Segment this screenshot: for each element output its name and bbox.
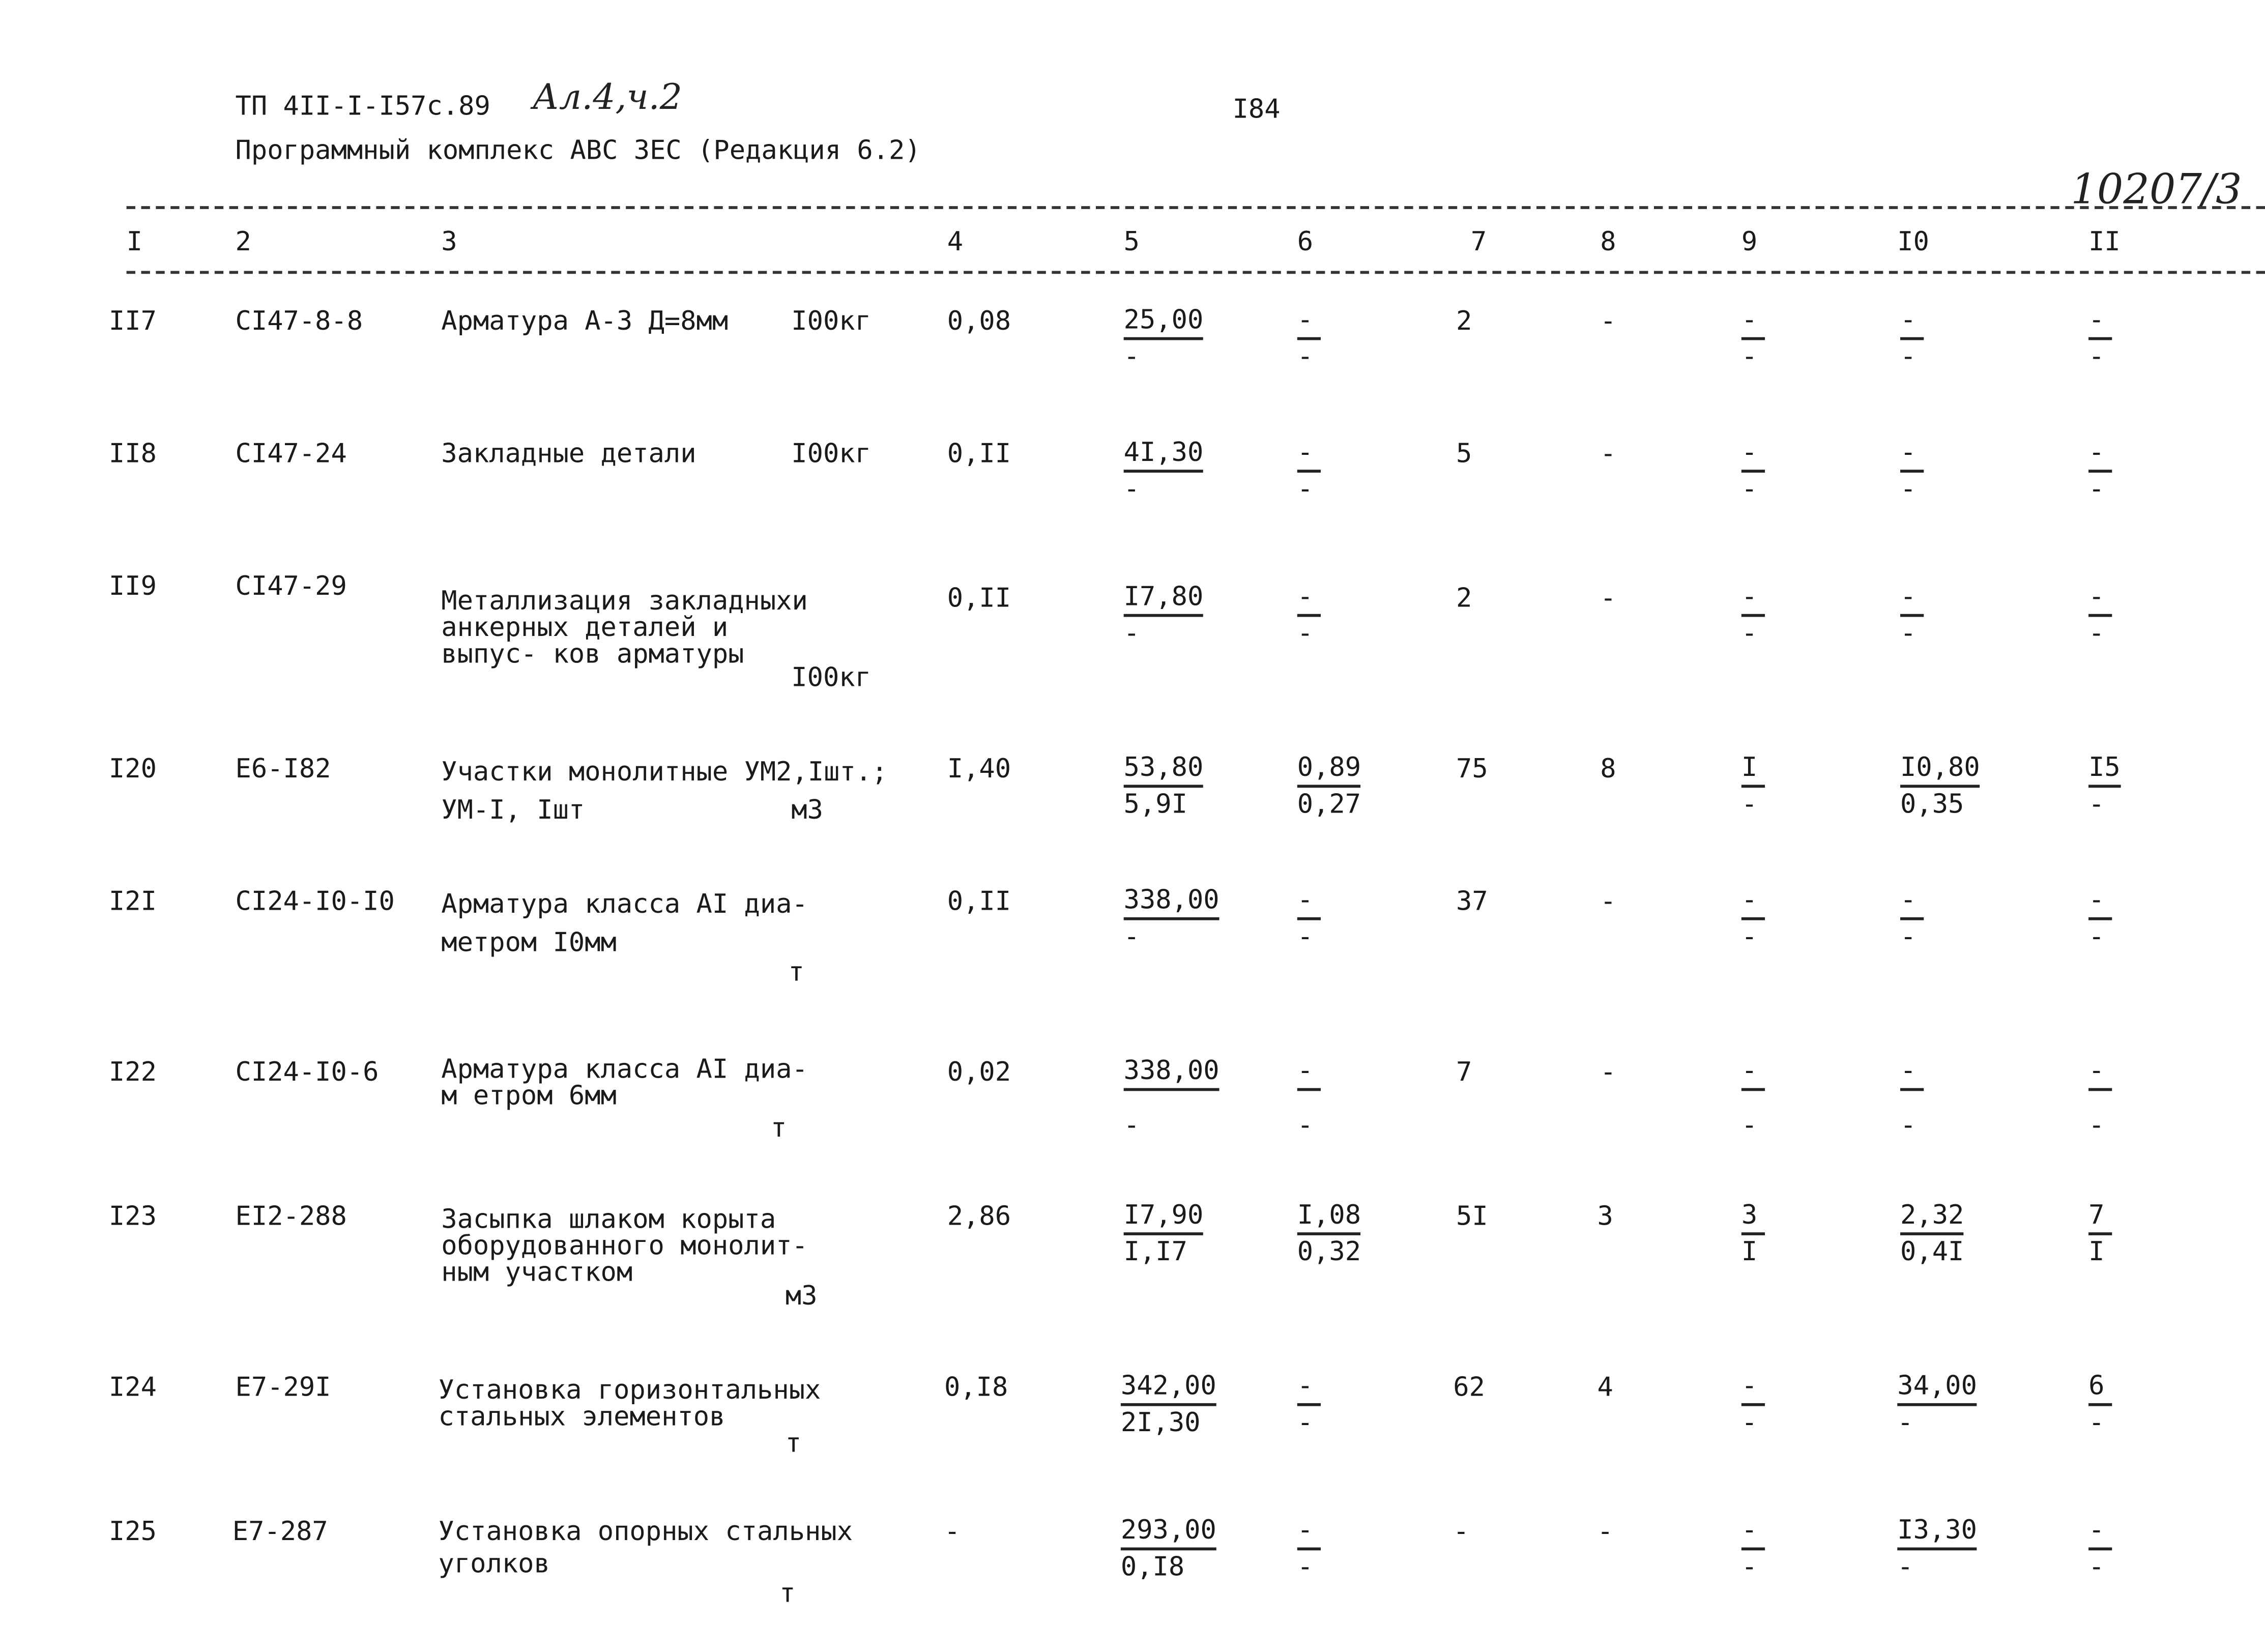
table-header-rule: [127, 271, 2265, 274]
cell-col10: $\frac{2,32}{0,4I}$: [1900, 1200, 1964, 1268]
row-quantity: 0,I8: [944, 1372, 1008, 1403]
cell-col10: - -: [1900, 439, 1924, 508]
row-number: II8: [108, 439, 157, 470]
row-unit: I00кг: [791, 306, 871, 337]
row-code: Е6-I82: [235, 753, 331, 785]
cell-col9: - -: [1741, 439, 1765, 508]
cell-col7: -: [1453, 1516, 1469, 1548]
cell-col5: 25,00 -: [1123, 305, 1204, 373]
cell-col5: I7,80 -: [1123, 582, 1204, 650]
row-description: Арматура класса АI диа- м етром 6мм: [441, 1054, 808, 1112]
cell-col11: - -: [2088, 583, 2112, 652]
column-header-6: 6: [1297, 226, 1314, 258]
column-header-5: 5: [1123, 226, 1140, 258]
row-description: Арматура А-3 Д=8мм: [441, 306, 729, 337]
cell-col7: 5: [1456, 439, 1472, 470]
row-description: Закладные детали: [441, 439, 696, 470]
row-number: I23: [108, 1201, 157, 1233]
cell-col10: $\frac{I0,80}{0,35}$: [1900, 752, 1980, 820]
cell-col9: - -: [1741, 886, 1765, 955]
row-code: СI24-I0-I0: [235, 886, 395, 917]
cell-col11: - -: [2088, 439, 2112, 508]
column-header-7: 7: [1470, 226, 1487, 258]
row-description: Засыпка шлаком корыта оборудованного монолит- ным участком: [441, 1204, 808, 1289]
cell-col7: 2: [1456, 306, 1472, 337]
page-number: I84: [1232, 94, 1281, 125]
cell-col8: -: [1600, 886, 1616, 917]
cell-col6: - -: [1297, 583, 1321, 652]
cell-col9: - -: [1741, 1517, 1765, 1586]
cell-col10: 34,00 -: [1897, 1371, 1977, 1439]
column-header-11: II: [2088, 226, 2121, 258]
row-quantity: 0,II: [947, 439, 1011, 470]
row-code: СI47-24: [235, 439, 347, 470]
row-number: I24: [108, 1372, 157, 1403]
row-number: I25: [108, 1516, 157, 1548]
cell-col8: 8: [1600, 753, 1616, 785]
row-quantity: 0,II: [947, 886, 1011, 917]
cell-col7: 75: [1456, 753, 1488, 785]
cell-col9: - -: [1741, 306, 1765, 375]
row-description: Установка горизонтальных стальных элементов: [438, 1375, 821, 1433]
cell-col11: - -: [2088, 1057, 2112, 1144]
cell-col11: - -: [2088, 1517, 2112, 1586]
cell-col5: 4I,30 -: [1123, 437, 1204, 505]
row-description: Участки монолитные УМ2,Iшт.; УМ-I, Iшт: [441, 757, 888, 826]
cell-col10: I3,30 -: [1897, 1515, 1977, 1583]
row-code: ЕI2-288: [235, 1201, 347, 1233]
cell-col8: -: [1600, 1057, 1616, 1088]
row-description: Металлизация закладныхи анкерных деталей и выпус- ков арматуры: [441, 586, 808, 670]
row-code: СI24-I0-6: [235, 1057, 379, 1088]
cell-col6: - -: [1297, 1372, 1321, 1441]
program-title: Программный комплекс АВС 3ЕС (Редакция 6.2): [235, 135, 921, 167]
column-header-2: 2: [235, 226, 251, 258]
row-unit: м3: [785, 1281, 818, 1312]
cell-col6: - -: [1297, 1057, 1321, 1144]
table-top-rule: [127, 206, 2265, 209]
cell-col11: 6 -: [2088, 1372, 2112, 1441]
handwritten-annotation: Ал.4,ч.2: [532, 76, 682, 118]
column-header-8: 8: [1600, 226, 1616, 258]
cell-col7: 2: [1456, 583, 1472, 614]
row-code: СI47-29: [235, 571, 347, 602]
row-number: I20: [108, 753, 157, 785]
row-quantity: 0,08: [947, 306, 1011, 337]
document-code: ТП 4II-I-I57с.89: [235, 91, 490, 123]
cell-col9: $\frac{3}{I}$: [1741, 1201, 1765, 1270]
cell-col5: $\frac{I7,90}{I,I7}$: [1123, 1200, 1204, 1268]
row-code: Е7-29I: [235, 1372, 331, 1403]
cell-col10: - -: [1900, 306, 1924, 375]
cell-col5: 338,00 -: [1123, 885, 1219, 953]
row-number: I22: [108, 1057, 157, 1088]
cell-col8: -: [1597, 1516, 1613, 1548]
cell-col8: -: [1600, 583, 1616, 614]
row-description: Установка опорных стальных уголков: [438, 1516, 853, 1580]
column-header-10: I0: [1897, 226, 1929, 258]
row-unit: м3: [791, 795, 824, 826]
cell-col7: 7: [1456, 1057, 1472, 1088]
row-code: СI47-8-8: [235, 306, 363, 337]
column-header-9: 9: [1741, 226, 1758, 258]
cell-col7: 62: [1453, 1372, 1485, 1403]
cell-col9: - -: [1741, 583, 1765, 652]
column-header-4: 4: [947, 226, 964, 258]
row-quantity: 0,02: [947, 1057, 1011, 1088]
row-quantity: -: [944, 1516, 961, 1548]
cell-col7: 37: [1456, 886, 1488, 917]
row-description: Арматура класса АI диа- метром I0мм: [441, 889, 808, 959]
row-unit: т: [788, 957, 804, 988]
row-quantity: 0,II: [947, 583, 1011, 614]
row-unit: т: [779, 1578, 796, 1610]
row-unit: I00кг: [791, 439, 871, 470]
row-quantity: 2,86: [947, 1201, 1011, 1233]
row-quantity: I,40: [947, 753, 1011, 785]
archive-number: 10207/3: [2071, 165, 2242, 214]
cell-col9: - -: [1741, 1372, 1765, 1441]
cell-col6: - -: [1297, 886, 1321, 955]
row-number: I2I: [108, 886, 157, 917]
cell-col6: - -: [1297, 439, 1321, 508]
cell-col5: $\frac{293,00}{0,I8}$: [1120, 1515, 1216, 1583]
row-unit: т: [770, 1113, 787, 1144]
cell-col11: - -: [2088, 886, 2112, 955]
cell-col7: 5I: [1456, 1201, 1488, 1233]
cell-col10: - -: [1900, 583, 1924, 652]
cell-col11: $\frac{7}{I}$: [2088, 1201, 2112, 1270]
cell-col6: - -: [1297, 306, 1321, 375]
cell-col10: - -: [1900, 886, 1924, 955]
row-unit: т: [785, 1428, 802, 1459]
cell-col9: - -: [1741, 1057, 1765, 1144]
row-code: Е7-287: [232, 1516, 328, 1548]
row-number: II9: [108, 571, 157, 602]
column-header-3: 3: [441, 226, 457, 258]
cell-col8: -: [1600, 306, 1616, 337]
cell-col5: $\frac{342,00}{2I,30}$: [1120, 1371, 1216, 1439]
cell-col6: - -: [1297, 1517, 1321, 1586]
row-unit: I00кг: [791, 662, 871, 694]
cell-col6: $\frac{0,89}{0,27}$: [1297, 752, 1361, 820]
cell-col11: I5 -: [2088, 752, 2121, 820]
cell-col9: I -: [1741, 754, 1765, 823]
cell-col5: 338,00 -: [1123, 1055, 1219, 1141]
cell-col10: - -: [1900, 1057, 1924, 1144]
cell-col6: $\frac{I,08}{0,32}$: [1297, 1200, 1361, 1268]
cell-col8: 4: [1597, 1372, 1613, 1403]
cell-col5: $\frac{53,80}{5,9I}$: [1123, 752, 1204, 820]
column-header-1: I: [126, 226, 142, 258]
cell-col11: - -: [2088, 306, 2112, 375]
row-number: II7: [108, 306, 157, 337]
cell-col8: -: [1600, 439, 1616, 470]
cell-col8: 3: [1597, 1201, 1613, 1233]
